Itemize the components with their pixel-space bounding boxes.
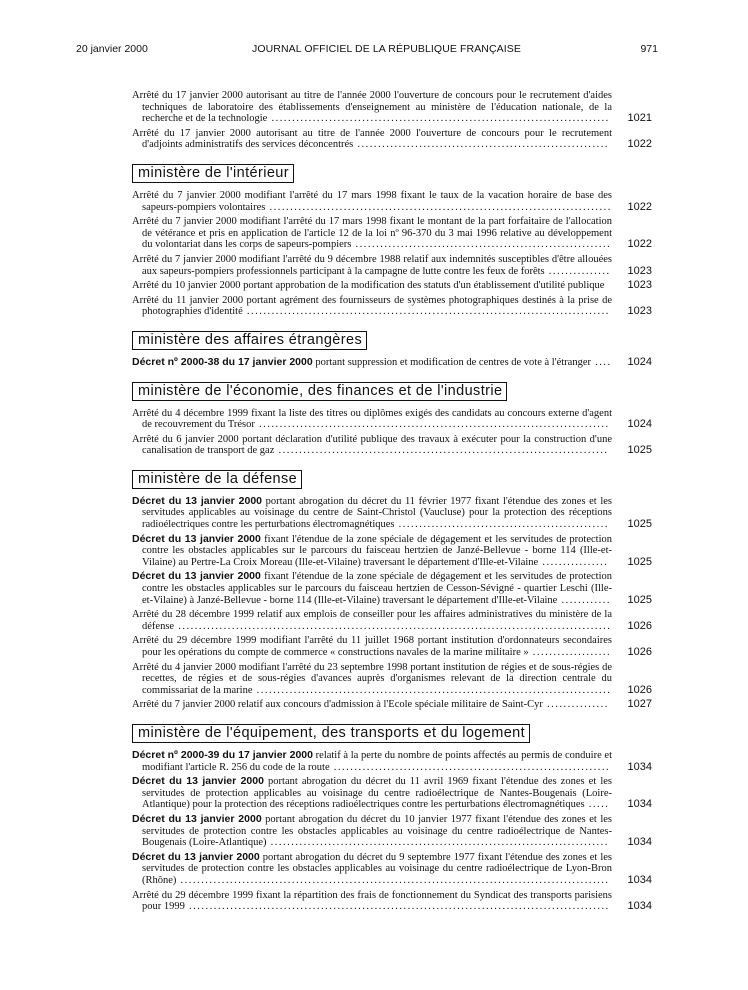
toc-entry-body: du 10 janvier 2000 portant approbation de la modification des statuts d'un établissement d'utilité publique bbox=[158, 280, 605, 292]
toc-entry-page: 1034 bbox=[627, 798, 652, 811]
dot-leader: ......................................................................................................... bbox=[174, 620, 612, 632]
toc-entry-lead: Décret du 13 janvier 2000 bbox=[132, 851, 260, 863]
toc-entry-body: du 7 janvier 2000 modifiant l'arrêté du 17 mars 1998 fixant le taux de la vacation horaire de base des sapeurs-pompiers volontaires bbox=[142, 189, 612, 213]
toc-entry bbox=[132, 295, 652, 318]
toc-entry-page: 1025 bbox=[627, 555, 652, 568]
dot-leader: .................................................................................. bbox=[266, 837, 609, 849]
toc-entry-lead: Décret du 13 janvier 2000 bbox=[132, 495, 263, 507]
toc-entry-text bbox=[132, 90, 612, 125]
dot-leader: ............... bbox=[542, 699, 609, 711]
toc-entry-body: du 28 décembre 1999 relatif aux emplois de conseiller pour les affaires administratives du ministère de la défense bbox=[142, 609, 612, 632]
toc-entry-body: portant abrogation du décret du 11 avril 1969 fixant l'étendue des zones et les servitudes de protection applicables au voisinage du centre radioélectrique de Nantes-Bougenais (Loire-Atlantique) pour la protection des réceptions radioélectriques contre les perturbations électromagnétiques bbox=[142, 776, 612, 811]
toc-entry-text bbox=[132, 357, 612, 369]
header-date: 20 janvier 2000 bbox=[76, 43, 148, 55]
toc-entry-body: du 17 janvier 2000 autorisant au titre de l'année 2000 l'ouverture de concours pour le recrutement d'adjoints administratifs des services déconcentrés bbox=[142, 127, 612, 151]
toc-entry-page: 1022 bbox=[627, 138, 652, 151]
dot-leader: ..................................................................................... bbox=[254, 419, 610, 431]
toc-entry-text bbox=[132, 699, 612, 711]
toc-entry-body: du 6 janvier 2000 portant déclaration d'utilité publique des travaux à exécuter pour la construction d'une canalisation de transport de gaz bbox=[142, 433, 612, 457]
toc-entry bbox=[132, 699, 652, 711]
toc-entry bbox=[132, 216, 652, 251]
toc-entry-text bbox=[132, 635, 612, 658]
toc-entry bbox=[132, 128, 652, 151]
toc-entry-page: 1027 bbox=[627, 698, 652, 711]
ministry-section bbox=[132, 714, 652, 913]
toc-entry-page: 1026 bbox=[627, 683, 652, 696]
toc-entry-lead: Décret nº 2000-39 du 17 janvier 2000 bbox=[132, 749, 313, 761]
toc-entry-lead: Arrêté bbox=[132, 433, 159, 445]
toc-entry bbox=[132, 434, 652, 457]
toc-entry-body: portant abrogation du décret du 9 septembre 1977 fixant l'étendue des zones et les servitudes de protection contre les obstacles applicables au voisinage du centre radioélectrique de Lyon-Bron (Rhône) bbox=[142, 851, 612, 886]
toc-entry bbox=[132, 408, 652, 431]
toc-entry-lead: Arrêté bbox=[132, 189, 159, 201]
toc-entry-page: 1026 bbox=[627, 619, 652, 632]
toc-entry-lead: Décret du 13 janvier 2000 bbox=[132, 533, 261, 545]
toc-entry-body: du 29 décembre 1999 fixant la répartition des frais de fonctionnement du Syndicat des transports parisiens pour 1999 bbox=[142, 889, 612, 913]
dot-leader: ............................................................. bbox=[353, 139, 609, 151]
toc-entry-page: 1023 bbox=[627, 264, 652, 277]
toc-entry bbox=[132, 814, 652, 849]
toc-entry-text bbox=[132, 750, 612, 773]
toc-entry-page: 1022 bbox=[627, 238, 652, 251]
toc-entry-page: 1026 bbox=[627, 646, 652, 658]
ministry-heading: ministère de la défense bbox=[132, 470, 302, 489]
toc-entry-body: du 11 janvier 2000 portant agrément des fournisseurs de systèmes photographiques destinés à la prise de photographies d'identité bbox=[142, 294, 612, 318]
toc-entry-page: 1025 bbox=[627, 444, 652, 457]
toc-entry-lead: Arrêté bbox=[132, 127, 159, 139]
dot-leader: ................................................... bbox=[394, 519, 609, 531]
toc-entry-body: fixant l'étendue de la zone spéciale de dégagement et les servitudes de protection contre les obstacles applicables sur le parcours du faisceau hertzien de Cesson-Sévigné - quartier Leschi (Ille-et-Vilaine) à Janzé-Bellevue - borne 114 (Ille-et-Vilaine) traversant le département d'Ille-et-Vilaine bbox=[142, 571, 612, 606]
toc-entry-lead: Arrêté bbox=[132, 280, 159, 292]
ministry-section bbox=[132, 154, 652, 318]
toc-entry bbox=[132, 357, 652, 369]
toc-entry bbox=[132, 750, 652, 773]
dot-leader: ............ bbox=[557, 594, 611, 606]
toc-entry-lead: Arrêté bbox=[132, 90, 159, 101]
toc-entry bbox=[132, 280, 652, 292]
toc-entry-text bbox=[132, 434, 612, 457]
toc-entry-body: du 7 janvier 2000 modifiant l'arrêté du 17 mars 1998 fixant le montant de la part forfaitaire de l'allocation de vétérance et pris en application de l'article 12 de la loi nº 96-370 du 3 mai 1996 relative au développement du volontariat dans les corps de sapeurs-pompiers bbox=[142, 216, 612, 251]
toc-entry-page: 1025 bbox=[627, 518, 652, 531]
toc-entry bbox=[132, 90, 652, 125]
toc-entry-lead: Décret du 13 janvier 2000 bbox=[132, 571, 261, 583]
toc-entry-text bbox=[132, 609, 612, 632]
toc-entry bbox=[132, 254, 652, 277]
toc-entry bbox=[132, 534, 652, 569]
toc-entry-body: du 17 janvier 2000 autorisant au titre de l'année 2000 l'ouverture de concours pour le recrutement d'aides techniques de laboratoire des établissements d'enseignement au ministère de l'éducation nationale, de la recherche et de la technologie bbox=[142, 90, 612, 125]
toc-entry-lead: Arrêté bbox=[132, 609, 159, 621]
ministry-section bbox=[132, 372, 652, 457]
toc-entry-text bbox=[132, 890, 612, 913]
toc-entry-text bbox=[132, 408, 612, 431]
toc-entry-page: 1034 bbox=[627, 836, 652, 849]
ministry-section bbox=[132, 90, 652, 151]
toc-entry-lead: Arrêté bbox=[132, 699, 159, 711]
toc-entry bbox=[132, 190, 652, 213]
toc-entry-lead: Arrêté bbox=[132, 661, 159, 673]
dot-leader: ................ bbox=[538, 556, 609, 568]
toc-entry-lead: Décret nº 2000-38 du 17 janvier 2000 bbox=[132, 356, 313, 368]
dot-leader: ............... bbox=[544, 265, 611, 277]
ministry-heading: ministère de l'intérieur bbox=[132, 164, 294, 183]
toc-entry-body: portant suppression et modification de centres de vote à l'étranger bbox=[312, 356, 591, 368]
toc-entry-body: du 29 décembre 1999 modifiant l'arrêté du 11 juillet 1968 portant institution d'ordonnateurs secondaires pour les opérations du compte de commerce « constructions navales de la marine militaire » bbox=[142, 635, 612, 658]
toc-entry-body: du 7 janvier 2000 relatif aux concours d'admission à l'Ecole spéciale militaire de Saint-Cyr bbox=[158, 699, 543, 711]
ministry-heading: ministère de l'économie, des finances et de l'industrie bbox=[132, 382, 507, 401]
toc-entry-body: du 7 janvier 2000 modifiant l'arrêté du 9 décembre 1988 relatif aux indemnités susceptibles d'être allouées aux sapeurs-pompiers professionnels participant à la campagne de lutte contre les feux de forêts bbox=[142, 253, 612, 277]
toc-entry-lead: Arrêté bbox=[132, 294, 159, 306]
toc-entry-body: du 4 janvier 2000 modifiant l'arrêté du 23 septembre 1998 portant institution de régies et de sous-régies de recettes, de régies et de sous-régies d'avances auprès d'organismes relevant de la direction centrale du commissariat de la marine bbox=[142, 661, 612, 696]
toc-entry-page: 1023 bbox=[627, 279, 652, 292]
ministry-section bbox=[132, 321, 652, 369]
toc-entry-page: 1022 bbox=[627, 200, 652, 213]
toc-entry bbox=[132, 571, 652, 606]
toc-entry-body: portant abrogation du décret du 11 février 1977 fixant l'étendue des zones et les servitudes applicables au voisinage du centre de Saint-Christol (Vaucluse) pour la protection des réceptions radioélectriques contre les perturbations électromagnétiques bbox=[142, 495, 612, 531]
toc-entry bbox=[132, 496, 652, 531]
toc-entry-text bbox=[132, 295, 612, 318]
toc-entry-text bbox=[132, 254, 612, 277]
dot-leader: ................................................................................ bbox=[274, 445, 609, 457]
toc-entry-text bbox=[132, 534, 612, 569]
toc-entry bbox=[132, 776, 652, 811]
dot-leader: ........................................................................................ bbox=[242, 306, 610, 318]
dot-leader: ................................................................... bbox=[329, 761, 611, 773]
dot-leader: ..... bbox=[584, 799, 610, 811]
toc-entry-page: 1034 bbox=[627, 873, 652, 886]
toc-entry bbox=[132, 662, 652, 697]
toc-entry-body: fixant l'étendue de la zone spéciale de dégagement et les servitudes de protection contre les obstacles applicables sur le parcours du faisceau hertzien de Janzé-Bellevue - borne 114 (Ille-et-Vilaine) au Pertre-La Croix Moreau (Ille-et-Vilaine) traversant le département d'Ille-et-Vilaine bbox=[142, 533, 612, 568]
toc-entry-page: 1034 bbox=[627, 900, 652, 913]
toc-entry-lead: Arrêté bbox=[132, 407, 159, 419]
toc-entry-text bbox=[132, 280, 612, 292]
dot-leader: ................................................................................... bbox=[265, 201, 612, 213]
toc-entry-text bbox=[132, 128, 612, 151]
toc-entry-page: 1025 bbox=[627, 593, 652, 606]
toc-entry-page: 1024 bbox=[627, 418, 652, 431]
dot-leader: .............................................................. bbox=[351, 239, 612, 251]
toc-entry-lead: Arrêté bbox=[132, 253, 159, 265]
toc-entry-text bbox=[132, 852, 612, 887]
dot-leader: .................................................................................. bbox=[267, 113, 610, 125]
dot-leader: ........................................................................................................ bbox=[176, 874, 610, 886]
header-journal-title: JOURNAL OFFICIEL DE LA RÉPUBLIQUE FRANÇAISE bbox=[252, 43, 521, 55]
table-of-contents bbox=[132, 90, 652, 916]
toc-entry-text bbox=[132, 814, 612, 849]
toc-entry-text bbox=[132, 216, 612, 251]
toc-entry-page: 1024 bbox=[627, 355, 652, 368]
toc-entry-body: du 4 décembre 1999 fixant la liste des titres ou diplômes exigés des candidats au concours externe d'agent de recouvrement du Trésor bbox=[142, 407, 612, 431]
toc-entry-lead: Arrêté bbox=[132, 635, 159, 647]
toc-entry-lead: Arrêté bbox=[132, 216, 159, 228]
ministry-section bbox=[132, 460, 652, 711]
toc-entry-body: relatif à la perte du nombre de points affectés au permis de conduire et modifiant l'article R. 256 du code de la route bbox=[142, 749, 612, 773]
ministry-heading: ministère des affaires étrangères bbox=[132, 331, 367, 350]
toc-entry-lead: Décret du 13 janvier 2000 bbox=[132, 813, 262, 825]
toc-entry-page: 1021 bbox=[627, 112, 652, 125]
toc-entry bbox=[132, 852, 652, 887]
ministry-heading: ministère de l'équipement, des transports et du logement bbox=[132, 724, 530, 743]
toc-entry-page: 1023 bbox=[627, 305, 652, 318]
toc-entry-body: portant abrogation du décret du 10 janvier 1977 fixant l'étendue des zones et les servitudes de protection contre les obstacles applicables au voisinage du centre radioélectrique de Nantes-Bougenais (Loire-Atlantique) bbox=[142, 813, 612, 849]
dot-leader: ................... bbox=[528, 647, 612, 658]
toc-entry-text bbox=[132, 662, 612, 697]
toc-entry-text bbox=[132, 571, 612, 606]
dot-leader: ...................................................................................................... bbox=[184, 901, 610, 913]
dot-leader: ...................................................................................... bbox=[252, 684, 612, 696]
header-page-number: 971 bbox=[640, 43, 658, 55]
toc-entry-text bbox=[132, 776, 612, 811]
toc-entry-text bbox=[132, 496, 612, 531]
toc-entry bbox=[132, 635, 652, 658]
toc-entry-text bbox=[132, 190, 612, 213]
dot-leader: .... bbox=[591, 356, 612, 368]
toc-entry-lead: Arrêté bbox=[132, 889, 159, 901]
toc-entry-lead: Décret du 13 janvier 2000 bbox=[132, 776, 264, 788]
toc-entry-page: 1034 bbox=[627, 760, 652, 773]
toc-entry bbox=[132, 609, 652, 632]
toc-entry bbox=[132, 890, 652, 913]
